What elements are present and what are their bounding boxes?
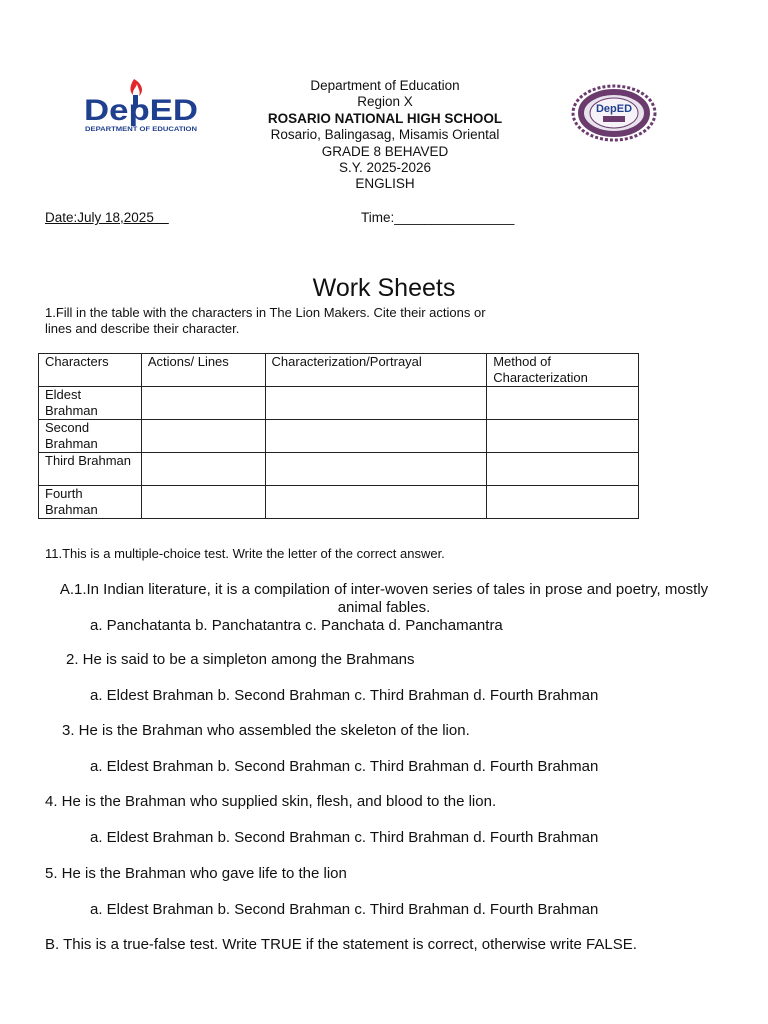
question-5-options: a. Eldest Brahman b. Second Brahman c. Third Brahman d. Fourth Brahman (90, 901, 599, 918)
answer-cell[interactable] (487, 453, 639, 486)
question-2-options: a. Eldest Brahman b. Second Brahman c. Third Brahman d. Fourth Brahman (90, 687, 599, 704)
instruction-table: 1.Fill in the table with the characters in The Lion Makers. Cite their actions or lines and describe their character. (45, 305, 486, 336)
table-row (39, 387, 639, 420)
table-row (39, 420, 639, 453)
question-1-options: a. Panchatanta b. Panchatantra c. Panchata d. Panchamantra (90, 617, 503, 634)
character-name-cell: Fourth Brahman (39, 486, 142, 519)
answer-cell[interactable] (265, 387, 487, 420)
question-4-options: a. Eldest Brahman b. Second Brahman c. Third Brahman d. Fourth Brahman (90, 829, 599, 846)
page-title: Work Sheets (312, 274, 456, 302)
document-header (230, 78, 540, 193)
question-1: A.1.In Indian literature, it is a compilation of inter-woven series of tales in prose and poetry, mostly animal fables. (59, 581, 709, 616)
true-false-instruction: B. This is a true-false test. Write TRUE if the statement is correct, otherwise write FALSE. (45, 936, 637, 953)
multiple-choice-instruction: 11.This is a multiple-choice test. Write the letter of the correct answer. (45, 546, 445, 561)
table-header-row (39, 354, 639, 387)
answer-cell[interactable] (487, 387, 639, 420)
header-school-name: ROSARIO NATIONAL HIGH SCHOOL (267, 110, 503, 126)
question-2: 2. He is said to be a simpleton among the Brahmans (66, 651, 415, 668)
date-field: Date:July 18,2025 (45, 210, 169, 225)
header-subject: ENGLISH (355, 176, 415, 192)
question-3: 3. He is the Brahman who assembled the skeleton of the lion. (62, 722, 470, 739)
answer-cell[interactable] (141, 387, 265, 420)
character-name-cell: Third Brahman (39, 453, 142, 486)
table-row (39, 486, 639, 519)
answer-cell[interactable] (141, 420, 265, 453)
character-name-cell: Second Brahman (39, 420, 142, 453)
header-region: Region X (357, 94, 413, 110)
answer-cell[interactable] (265, 486, 487, 519)
character-name-cell: Eldest Brahman (39, 387, 142, 420)
question-4: 4. He is the Brahman who supplied skin, flesh, and blood to the lion. (45, 793, 497, 810)
table-header: Characters (39, 354, 142, 387)
deped-logo-text: DepED (84, 94, 198, 127)
answer-cell[interactable] (141, 453, 265, 486)
header-grade: GRADE 8 BEHAVED (321, 143, 449, 159)
table-row (39, 453, 639, 486)
table-header: Characterization/Portrayal (265, 354, 487, 387)
seal-text: DepED (595, 103, 633, 115)
deped-logo-subtext: DEPARTMENT OF EDUCATION (85, 126, 198, 133)
header-school-year: S.Y. 2025-2026 (338, 160, 432, 176)
answer-cell[interactable] (141, 486, 265, 519)
table-header: Method of Characterization (487, 354, 639, 387)
header-department: Department of Education (310, 78, 460, 93)
question-3-options: a. Eldest Brahman b. Second Brahman c. Third Brahman d. Fourth Brahman (90, 758, 599, 775)
characters-table (38, 353, 639, 519)
time-field: Time:________________ (361, 210, 515, 225)
answer-cell[interactable] (487, 486, 639, 519)
school-seal (571, 84, 657, 142)
answer-cell[interactable] (265, 420, 487, 453)
header-address: Rosario, Balingasag, Misamis Oriental (270, 127, 500, 143)
deped-logo (82, 75, 200, 135)
answer-cell[interactable] (265, 453, 487, 486)
answer-cell[interactable] (487, 420, 639, 453)
question-5: 5. He is the Brahman who gave life to the lion (45, 865, 347, 882)
table-header: Actions/ Lines (141, 354, 265, 387)
